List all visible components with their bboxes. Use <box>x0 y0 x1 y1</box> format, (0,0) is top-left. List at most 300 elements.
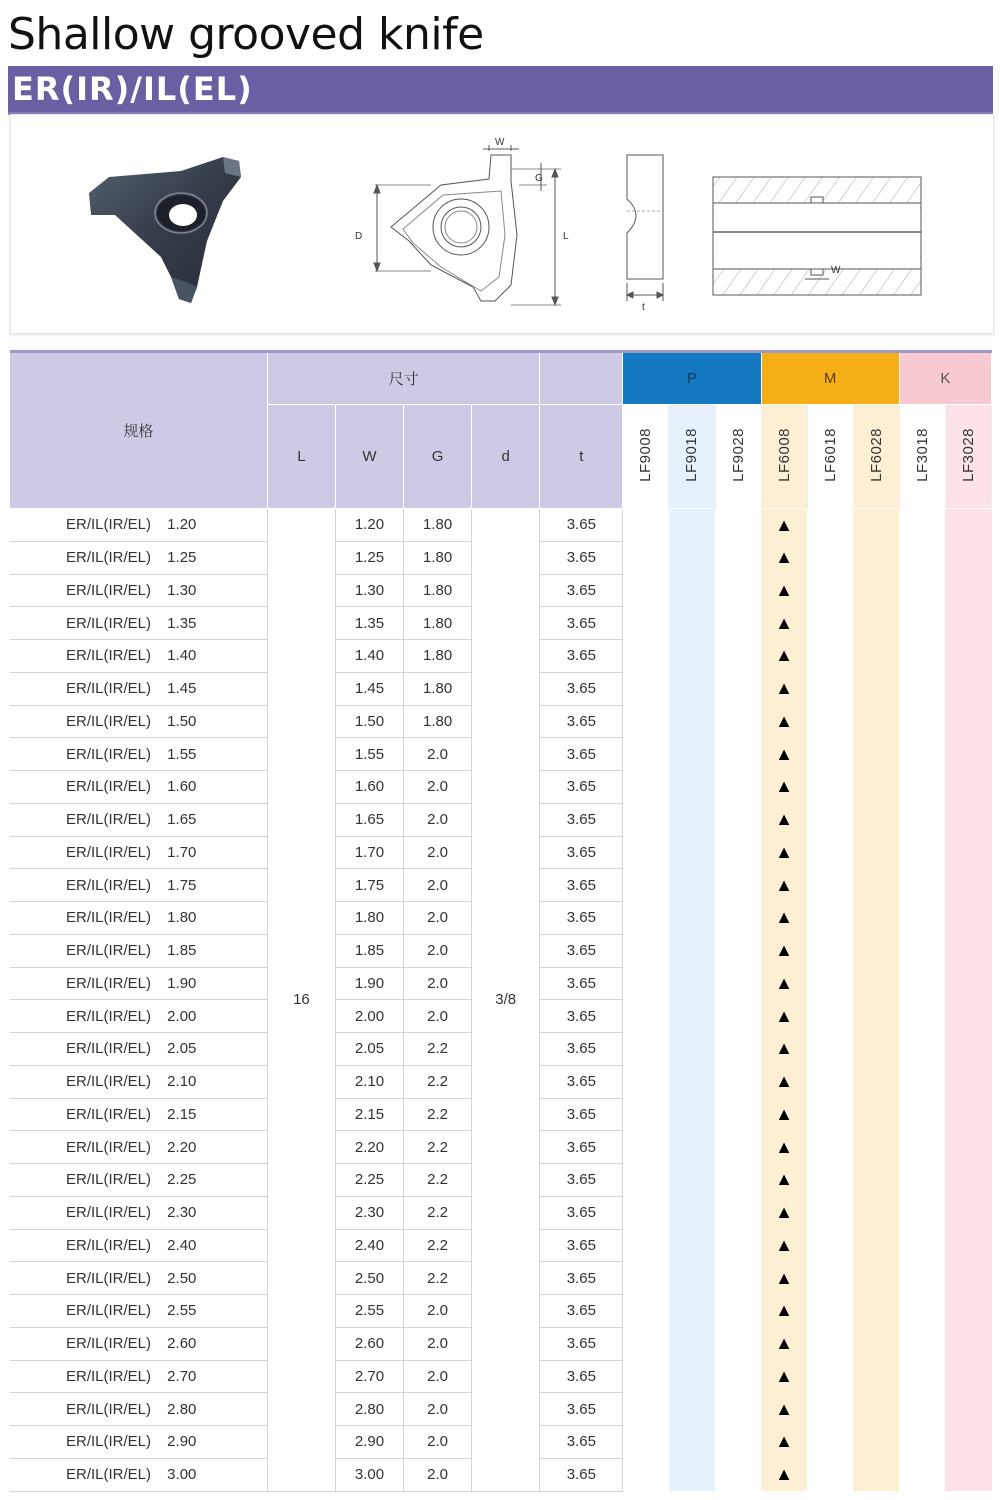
grade-cell <box>945 1327 991 1360</box>
t-cell: 3.65 <box>540 1360 623 1393</box>
g-cell: 2.0 <box>404 1360 472 1393</box>
t-cell: 3.65 <box>540 1033 623 1066</box>
grade-cell <box>623 1131 669 1164</box>
grade-cell <box>715 574 761 607</box>
grade-cell <box>853 1295 899 1328</box>
g-cell: 2.2 <box>404 1033 472 1066</box>
spec-cell: ER/IL(IR/EL) 1.65 <box>10 803 267 836</box>
spec-cell: ER/IL(IR/EL) 1.80 <box>10 902 267 935</box>
grade-header-lf6018 <box>807 405 853 509</box>
g-cell: 2.2 <box>404 1098 472 1131</box>
grade-cell <box>853 705 899 738</box>
availability-mark: ▲ <box>761 803 807 836</box>
grade-cell <box>807 1065 853 1098</box>
availability-mark: ▲ <box>761 967 807 1000</box>
grade-cell <box>945 738 991 771</box>
grade-label: LF3028 <box>959 427 977 482</box>
w-cell: 2.25 <box>335 1164 403 1197</box>
w-cell: 2.40 <box>335 1229 403 1262</box>
grade-cell <box>715 1131 761 1164</box>
grade-cell <box>807 771 853 804</box>
col-header-d: d <box>472 405 540 509</box>
grade-cell <box>945 967 991 1000</box>
page-title: Shallow grooved knife <box>8 9 484 60</box>
grade-label: LF6018 <box>821 427 839 482</box>
diagram-canvas <box>11 115 993 333</box>
grade-cell <box>623 967 669 1000</box>
w-cell: 2.70 <box>335 1360 403 1393</box>
grade-cell <box>807 574 853 607</box>
availability-mark: ▲ <box>761 1262 807 1295</box>
grade-cell <box>715 1393 761 1426</box>
w-cell: 2.50 <box>335 1262 403 1295</box>
grade-cell <box>853 1065 899 1098</box>
grade-cell <box>853 1131 899 1164</box>
size-group-header-spacer <box>540 352 623 405</box>
availability-mark: ▲ <box>761 607 807 640</box>
grade-cell <box>807 607 853 640</box>
grade-cell <box>807 672 853 705</box>
spec-cell: ER/IL(IR/EL) 1.55 <box>10 738 267 771</box>
availability-mark: ▲ <box>761 1295 807 1328</box>
g-cell: 2.2 <box>404 1196 472 1229</box>
grade-cell <box>853 738 899 771</box>
w-cell: 2.90 <box>335 1426 403 1459</box>
grade-cell <box>715 1065 761 1098</box>
availability-mark: ▲ <box>761 1000 807 1033</box>
group-header-m: M <box>761 352 899 405</box>
grade-cell <box>807 934 853 967</box>
grade-cell <box>669 1065 715 1098</box>
grade-cell <box>853 607 899 640</box>
spec-cell: ER/IL(IR/EL) 1.20 <box>10 509 267 542</box>
grade-cell <box>899 1458 945 1491</box>
grade-cell <box>899 509 945 542</box>
grade-cell <box>853 836 899 869</box>
grade-header-lf6028 <box>853 405 899 509</box>
dim-label-g: G <box>535 173 543 184</box>
availability-mark: ▲ <box>761 509 807 542</box>
grade-cell <box>669 672 715 705</box>
spec-table <box>10 350 992 1492</box>
grade-cell <box>669 1327 715 1360</box>
availability-mark: ▲ <box>761 1327 807 1360</box>
grade-cell <box>669 509 715 542</box>
w-cell: 1.25 <box>335 541 403 574</box>
g-cell: 1.80 <box>404 672 472 705</box>
grade-cell <box>669 1164 715 1197</box>
availability-mark: ▲ <box>761 1033 807 1066</box>
t-cell: 3.65 <box>540 803 623 836</box>
grade-cell <box>899 902 945 935</box>
spec-cell: ER/IL(IR/EL) 2.40 <box>10 1229 267 1262</box>
grade-cell <box>945 509 991 542</box>
col-header-l: L <box>267 405 335 509</box>
grade-header-lf6008 <box>761 405 807 509</box>
grade-cell <box>853 541 899 574</box>
t-cell: 3.65 <box>540 1098 623 1131</box>
dim-label-t: t <box>642 302 645 313</box>
grade-cell <box>945 705 991 738</box>
w-cell: 2.55 <box>335 1295 403 1328</box>
grade-cell <box>899 1164 945 1197</box>
grade-cell <box>807 738 853 771</box>
spec-cell: ER/IL(IR/EL) 2.90 <box>10 1426 267 1459</box>
grade-cell <box>715 1295 761 1328</box>
w-cell: 1.65 <box>335 803 403 836</box>
grade-label: LF6028 <box>867 427 885 482</box>
grade-cell <box>669 1458 715 1491</box>
grade-cell <box>669 967 715 1000</box>
grade-cell <box>669 803 715 836</box>
grade-cell <box>945 1262 991 1295</box>
group-header-p: P <box>623 352 761 405</box>
grade-cell <box>899 1360 945 1393</box>
grade-cell <box>623 1000 669 1033</box>
grade-cell <box>945 1131 991 1164</box>
grade-cell <box>623 672 669 705</box>
g-cell: 2.0 <box>404 1295 472 1328</box>
grade-cell <box>945 574 991 607</box>
grade-cell <box>945 1164 991 1197</box>
w-cell: 2.10 <box>335 1065 403 1098</box>
grade-cell <box>899 607 945 640</box>
grade-label: LF9018 <box>683 427 701 482</box>
insert-photo <box>89 157 241 303</box>
grade-cell <box>899 738 945 771</box>
g-cell: 2.0 <box>404 836 472 869</box>
grade-label: LF3018 <box>913 427 931 482</box>
grade-cell <box>669 1426 715 1459</box>
w-cell: 2.05 <box>335 1033 403 1066</box>
w-cell: 2.30 <box>335 1196 403 1229</box>
grade-cell <box>715 607 761 640</box>
spec-cell: ER/IL(IR/EL) 1.35 <box>10 607 267 640</box>
grade-cell <box>715 771 761 804</box>
grade-cell <box>623 771 669 804</box>
t-cell: 3.65 <box>540 902 623 935</box>
grade-cell <box>669 934 715 967</box>
grade-cell <box>945 1360 991 1393</box>
w-cell: 1.70 <box>335 836 403 869</box>
t-cell: 3.65 <box>540 541 623 574</box>
grade-cell <box>715 1458 761 1491</box>
g-cell: 2.0 <box>404 967 472 1000</box>
spec-cell: ER/IL(IR/EL) 2.70 <box>10 1360 267 1393</box>
grade-cell <box>899 836 945 869</box>
g-cell: 2.2 <box>404 1262 472 1295</box>
col-header-w: W <box>335 405 403 509</box>
availability-mark: ▲ <box>761 869 807 902</box>
grade-cell <box>623 1393 669 1426</box>
d-value-cell: 3/8 <box>472 509 540 1492</box>
grade-cell <box>623 1196 669 1229</box>
w-cell: 2.20 <box>335 1131 403 1164</box>
grade-cell <box>899 869 945 902</box>
grade-cell <box>669 1131 715 1164</box>
grade-cell <box>899 1262 945 1295</box>
spec-header: 规格 <box>10 352 267 509</box>
availability-mark: ▲ <box>761 705 807 738</box>
availability-mark: ▲ <box>761 1164 807 1197</box>
grade-cell <box>807 1360 853 1393</box>
grade-cell <box>715 509 761 542</box>
spec-cell: ER/IL(IR/EL) 2.80 <box>10 1393 267 1426</box>
w-cell: 1.30 <box>335 574 403 607</box>
insert-front-view <box>374 145 561 305</box>
t-cell: 3.65 <box>540 1065 623 1098</box>
grade-cell <box>669 902 715 935</box>
w-cell: 1.20 <box>335 509 403 542</box>
workpiece-section-view <box>713 177 921 295</box>
grade-cell <box>945 1458 991 1491</box>
series-code: ER(IR)/IL(EL) <box>12 70 253 108</box>
g-cell: 1.80 <box>404 607 472 640</box>
grade-cell <box>853 574 899 607</box>
w-cell: 1.50 <box>335 705 403 738</box>
grade-cell <box>853 1229 899 1262</box>
g-cell: 2.0 <box>404 1327 472 1360</box>
t-cell: 3.65 <box>540 1327 623 1360</box>
grade-cell <box>807 541 853 574</box>
availability-mark: ▲ <box>761 640 807 673</box>
availability-mark: ▲ <box>761 541 807 574</box>
grade-cell <box>945 1426 991 1459</box>
t-cell: 3.65 <box>540 1262 623 1295</box>
grade-cell <box>945 672 991 705</box>
grade-cell <box>807 509 853 542</box>
group-header-k: K <box>899 352 991 405</box>
t-cell: 3.65 <box>540 705 623 738</box>
dim-label-w: W <box>495 137 505 148</box>
t-cell: 3.65 <box>540 869 623 902</box>
grade-cell <box>853 1360 899 1393</box>
g-cell: 2.0 <box>404 869 472 902</box>
g-cell: 2.2 <box>404 1164 472 1197</box>
grade-cell <box>899 541 945 574</box>
grade-cell <box>945 1295 991 1328</box>
spec-cell: ER/IL(IR/EL) 2.50 <box>10 1262 267 1295</box>
g-cell: 2.0 <box>404 1393 472 1426</box>
grade-label: LF9008 <box>637 427 655 482</box>
grade-cell <box>899 705 945 738</box>
spec-cell: ER/IL(IR/EL) 2.60 <box>10 1327 267 1360</box>
availability-mark: ▲ <box>761 934 807 967</box>
t-cell: 3.65 <box>540 1295 623 1328</box>
grade-cell <box>945 1065 991 1098</box>
dim-label-d: D <box>355 231 363 242</box>
grade-cell <box>945 803 991 836</box>
grade-cell <box>899 1065 945 1098</box>
grade-cell <box>715 836 761 869</box>
grade-cell <box>669 738 715 771</box>
grade-cell <box>899 1196 945 1229</box>
grade-cell <box>715 1426 761 1459</box>
g-cell: 2.2 <box>404 1131 472 1164</box>
grade-cell <box>623 640 669 673</box>
grade-cell <box>669 869 715 902</box>
grade-cell <box>623 934 669 967</box>
w-cell: 2.80 <box>335 1393 403 1426</box>
grade-cell <box>715 869 761 902</box>
grade-cell <box>945 1000 991 1033</box>
t-cell: 3.65 <box>540 934 623 967</box>
grade-cell <box>669 1196 715 1229</box>
t-cell: 3.65 <box>540 1164 623 1197</box>
grade-cell <box>853 803 899 836</box>
spec-cell: ER/IL(IR/EL) 2.55 <box>10 1295 267 1328</box>
grade-cell <box>715 1000 761 1033</box>
grade-label: LF6008 <box>775 427 793 482</box>
grade-label: LF9028 <box>729 427 747 482</box>
grade-cell <box>807 902 853 935</box>
g-cell: 1.80 <box>404 541 472 574</box>
availability-mark: ▲ <box>761 1393 807 1426</box>
grade-cell <box>623 574 669 607</box>
availability-mark: ▲ <box>761 836 807 869</box>
t-cell: 3.65 <box>540 1393 623 1426</box>
grade-cell <box>853 1393 899 1426</box>
grade-cell <box>669 1229 715 1262</box>
t-cell: 3.65 <box>540 509 623 542</box>
t-cell: 3.65 <box>540 738 623 771</box>
spec-cell: ER/IL(IR/EL) 2.15 <box>10 1098 267 1131</box>
grade-cell <box>853 1426 899 1459</box>
grade-cell <box>715 803 761 836</box>
grade-cell <box>853 934 899 967</box>
grade-cell <box>945 1098 991 1131</box>
grade-cell <box>853 1033 899 1066</box>
grade-cell <box>807 1295 853 1328</box>
grade-cell <box>715 1360 761 1393</box>
grade-cell <box>715 1033 761 1066</box>
grade-cell <box>669 607 715 640</box>
grade-cell <box>945 902 991 935</box>
w-cell: 1.55 <box>335 738 403 771</box>
grade-cell <box>715 541 761 574</box>
spec-table-body <box>10 509 992 1492</box>
grade-cell <box>807 1033 853 1066</box>
grade-cell <box>715 672 761 705</box>
grade-cell <box>807 640 853 673</box>
spec-cell: ER/IL(IR/EL) 1.90 <box>10 967 267 1000</box>
w-cell: 1.75 <box>335 869 403 902</box>
availability-mark: ▲ <box>761 574 807 607</box>
grade-cell <box>807 1327 853 1360</box>
availability-mark: ▲ <box>761 1196 807 1229</box>
availability-mark: ▲ <box>761 1098 807 1131</box>
spec-cell: ER/IL(IR/EL) 2.10 <box>10 1065 267 1098</box>
w-cell: 1.90 <box>335 967 403 1000</box>
g-cell: 2.0 <box>404 803 472 836</box>
availability-mark: ▲ <box>761 1426 807 1459</box>
grade-cell <box>853 1164 899 1197</box>
grade-cell <box>623 1262 669 1295</box>
grade-cell <box>853 1098 899 1131</box>
grade-cell <box>807 967 853 1000</box>
w-cell: 1.60 <box>335 771 403 804</box>
g-cell: 2.0 <box>404 738 472 771</box>
spec-cell: ER/IL(IR/EL) 1.25 <box>10 541 267 574</box>
w-cell: 2.60 <box>335 1327 403 1360</box>
grade-cell <box>669 1098 715 1131</box>
grade-cell <box>669 705 715 738</box>
grade-cell <box>807 1426 853 1459</box>
grade-cell <box>807 1262 853 1295</box>
grade-cell <box>945 1033 991 1066</box>
grade-cell <box>669 541 715 574</box>
grade-cell <box>669 1262 715 1295</box>
grade-cell <box>853 672 899 705</box>
grade-cell <box>623 1426 669 1459</box>
grade-cell <box>623 705 669 738</box>
grade-cell <box>669 640 715 673</box>
availability-mark: ▲ <box>761 738 807 771</box>
grade-cell <box>853 902 899 935</box>
spec-cell: ER/IL(IR/EL) 1.50 <box>10 705 267 738</box>
grade-cell <box>623 1327 669 1360</box>
g-cell: 1.80 <box>404 705 472 738</box>
availability-mark: ▲ <box>761 1065 807 1098</box>
grade-header-lf3028 <box>945 405 991 509</box>
insert-side-view <box>627 155 663 301</box>
w-cell: 1.85 <box>335 934 403 967</box>
grade-cell <box>853 869 899 902</box>
grade-cell <box>669 1360 715 1393</box>
grade-cell <box>715 705 761 738</box>
t-cell: 3.65 <box>540 1229 623 1262</box>
g-cell: 2.0 <box>404 934 472 967</box>
grade-cell <box>623 902 669 935</box>
grade-header-lf9028 <box>715 405 761 509</box>
grade-cell <box>807 1458 853 1491</box>
availability-mark: ▲ <box>761 771 807 804</box>
grade-cell <box>807 1229 853 1262</box>
grade-cell <box>715 1196 761 1229</box>
product-diagram-panel <box>10 114 994 334</box>
grade-cell <box>899 1295 945 1328</box>
series-header-band <box>8 66 993 115</box>
grade-cell <box>899 1131 945 1164</box>
grade-cell <box>807 1196 853 1229</box>
spec-cell: ER/IL(IR/EL) 1.60 <box>10 771 267 804</box>
dim-label-groove-w: W <box>831 265 841 276</box>
grade-cell <box>853 509 899 542</box>
spec-cell: ER/IL(IR/EL) 1.30 <box>10 574 267 607</box>
grade-cell <box>853 1262 899 1295</box>
g-cell: 2.0 <box>404 1426 472 1459</box>
grade-cell <box>715 1327 761 1360</box>
spec-cell: ER/IL(IR/EL) 1.40 <box>10 640 267 673</box>
grade-cell <box>945 640 991 673</box>
spec-cell: ER/IL(IR/EL) 1.70 <box>10 836 267 869</box>
g-cell: 2.0 <box>404 1458 472 1491</box>
spec-cell: ER/IL(IR/EL) 1.85 <box>10 934 267 967</box>
grade-cell <box>899 574 945 607</box>
grade-cell <box>899 967 945 1000</box>
grade-cell <box>853 1000 899 1033</box>
grade-cell <box>945 1393 991 1426</box>
grade-cell <box>623 869 669 902</box>
grade-cell <box>853 771 899 804</box>
grade-cell <box>945 607 991 640</box>
t-cell: 3.65 <box>540 967 623 1000</box>
grade-cell <box>669 1033 715 1066</box>
g-cell: 2.2 <box>404 1065 472 1098</box>
grade-cell <box>807 705 853 738</box>
grade-cell <box>853 967 899 1000</box>
g-cell: 2.0 <box>404 771 472 804</box>
